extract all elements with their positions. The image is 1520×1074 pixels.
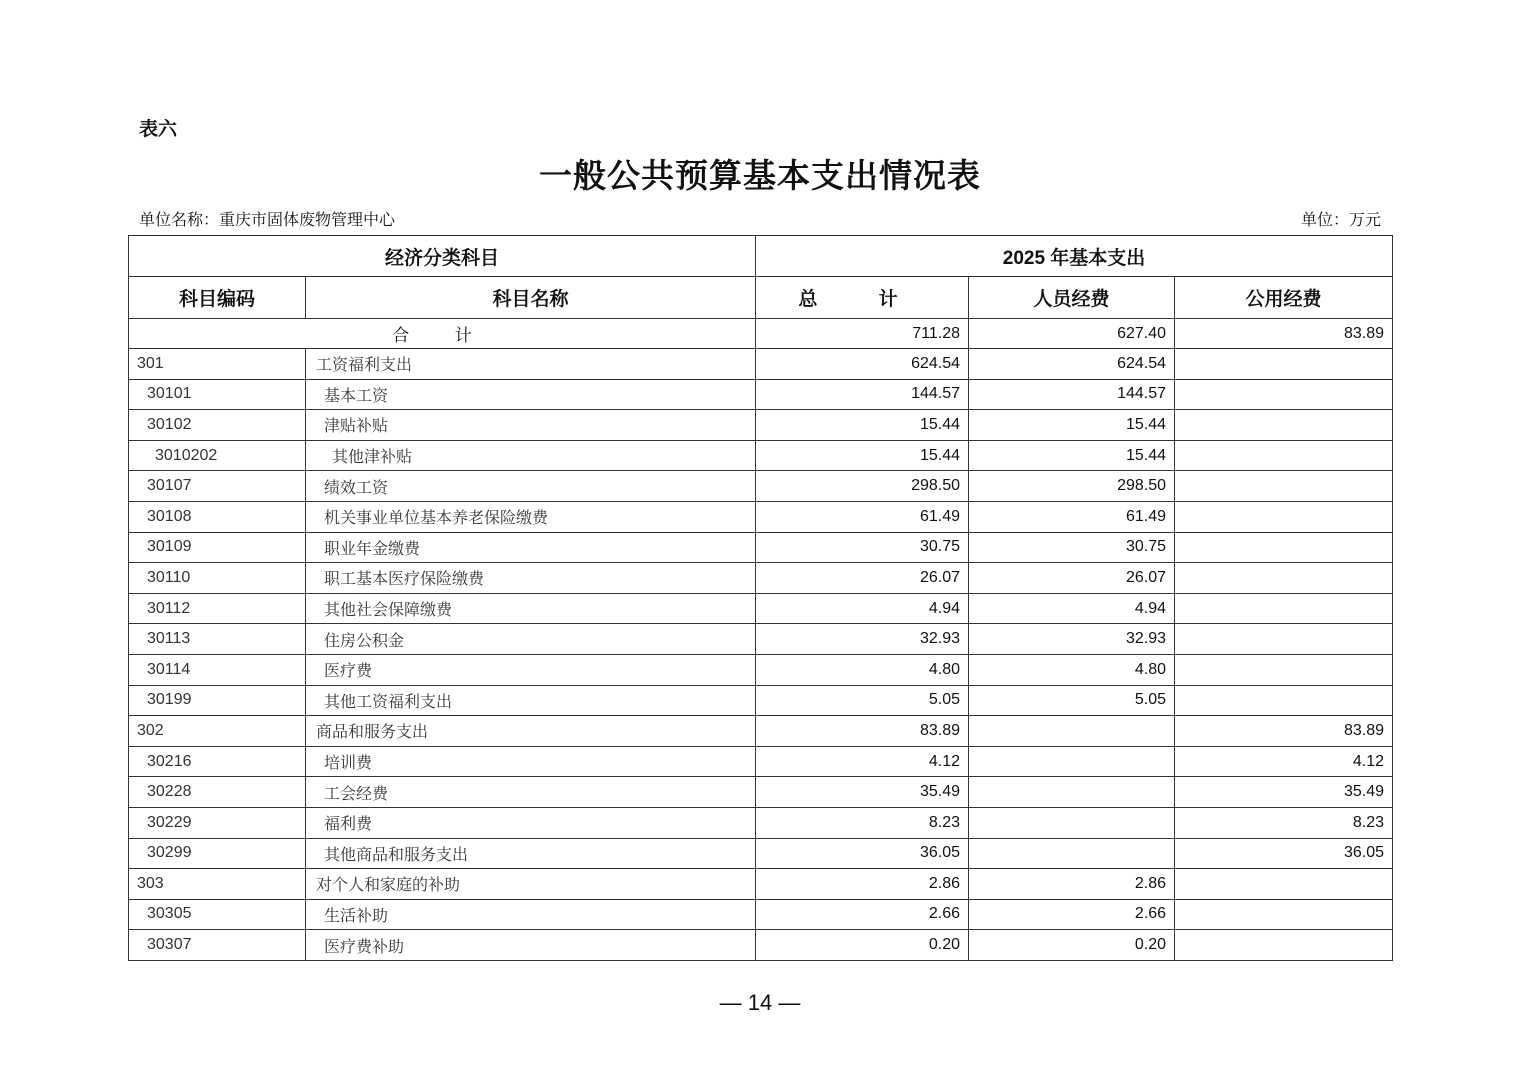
total-row [129, 319, 1393, 349]
amount-personnel: 4.94 [969, 593, 1175, 624]
amount-public: 36.05 [1175, 838, 1393, 869]
subject-name: 生活补助 [306, 899, 756, 930]
subject-name: 基本工资 [306, 379, 756, 410]
table-row [129, 807, 1393, 838]
amount-personnel [969, 807, 1175, 838]
subject-code: 30299 [129, 838, 306, 869]
subject-code: 303 [129, 869, 306, 900]
table-row [129, 777, 1393, 808]
subject-code: 30216 [129, 746, 306, 777]
subject-name: 绩效工资 [306, 471, 756, 502]
subject-name: 工会经费 [306, 777, 756, 808]
table-row [129, 716, 1393, 747]
table-row [129, 685, 1393, 716]
amount-public [1175, 899, 1393, 930]
amount-personnel: 32.93 [969, 624, 1175, 655]
subject-name: 职业年金缴费 [306, 532, 756, 563]
subject-code: 30228 [129, 777, 306, 808]
subject-code: 302 [129, 716, 306, 747]
total-label: 合 计 [129, 319, 756, 349]
subject-code: 30199 [129, 685, 306, 716]
amount-total: 83.89 [756, 716, 969, 747]
subject-name: 福利费 [306, 807, 756, 838]
header-economic-category: 经济分类科目 [129, 236, 756, 277]
amount-personnel: 15.44 [969, 440, 1175, 471]
amount-public [1175, 563, 1393, 594]
amount-public [1175, 930, 1393, 961]
table-row [129, 593, 1393, 624]
amount-total: 0.20 [756, 930, 969, 961]
amount-public [1175, 410, 1393, 441]
amount-personnel: 26.07 [969, 563, 1175, 594]
subject-code: 30114 [129, 654, 306, 685]
unit-name: 单位名称：重庆市固体废物管理中心 [139, 210, 396, 229]
amount-personnel [969, 716, 1175, 747]
table-row [129, 654, 1393, 685]
subject-name: 其他工资福利支出 [306, 685, 756, 716]
amount-total: 26.07 [756, 563, 969, 594]
amount-total: 298.50 [756, 471, 969, 502]
amount-total: 624.54 [756, 349, 969, 380]
subject-name: 其他社会保障缴费 [306, 593, 756, 624]
subject-code: 301 [129, 349, 306, 380]
subject-name: 培训费 [306, 746, 756, 777]
subject-name: 其他商品和服务支出 [306, 838, 756, 869]
amount-total: 15.44 [756, 410, 969, 441]
header-public-expense: 公用经费 [1175, 277, 1393, 319]
amount-personnel: 4.80 [969, 654, 1175, 685]
amount-personnel: 30.75 [969, 532, 1175, 563]
amount-total: 5.05 [756, 685, 969, 716]
subject-name: 机关事业单位基本养老保险缴费 [306, 501, 756, 532]
amount-public: 8.23 [1175, 807, 1393, 838]
table-row [129, 563, 1393, 594]
amount-public [1175, 624, 1393, 655]
amount-personnel: 61.49 [969, 501, 1175, 532]
table-row [129, 440, 1393, 471]
header-basic-expenditure: 2025 年基本支出 [756, 236, 1393, 277]
subject-code: 30305 [129, 899, 306, 930]
header-subject-name: 科目名称 [306, 277, 756, 319]
amount-public [1175, 685, 1393, 716]
amount-total: 2.86 [756, 869, 969, 900]
subject-name: 医疗费 [306, 654, 756, 685]
subject-code: 30108 [129, 501, 306, 532]
subject-name: 其他津补贴 [306, 440, 756, 471]
subject-code: 30113 [129, 624, 306, 655]
amount-total: 35.49 [756, 777, 969, 808]
table-row [129, 869, 1393, 900]
subject-code: 30107 [129, 471, 306, 502]
amount-public [1175, 471, 1393, 502]
table-row [129, 838, 1393, 869]
subject-name: 工资福利支出 [306, 349, 756, 380]
amount-personnel: 5.05 [969, 685, 1175, 716]
subject-code: 30307 [129, 930, 306, 961]
amount-public: 35.49 [1175, 777, 1393, 808]
header-total: 总 计 [756, 277, 969, 319]
amount-public [1175, 869, 1393, 900]
subject-code: 30112 [129, 593, 306, 624]
amount-personnel [969, 777, 1175, 808]
amount-total: 4.12 [756, 746, 969, 777]
table-row [129, 746, 1393, 777]
amount-personnel: 624.54 [969, 349, 1175, 380]
amount-total: 61.49 [756, 501, 969, 532]
amount-public: 83.89 [1175, 716, 1393, 747]
table-row [129, 930, 1393, 961]
total-personnel: 627.40 [969, 319, 1175, 349]
header-personnel-expense: 人员经费 [969, 277, 1175, 319]
subject-name: 医疗费补助 [306, 930, 756, 961]
subject-code: 30101 [129, 379, 306, 410]
amount-personnel: 2.66 [969, 899, 1175, 930]
amount-public: 4.12 [1175, 746, 1393, 777]
table-row [129, 501, 1393, 532]
table-column-header-row [129, 277, 1393, 319]
table-row [129, 471, 1393, 502]
table-row [129, 349, 1393, 380]
amount-total: 2.66 [756, 899, 969, 930]
subject-code: 30229 [129, 807, 306, 838]
table-row [129, 410, 1393, 441]
amount-total: 32.93 [756, 624, 969, 655]
table-group-header-row [129, 236, 1393, 277]
subject-code: 30102 [129, 410, 306, 441]
amount-total: 8.23 [756, 807, 969, 838]
subject-name: 对个人和家庭的补助 [306, 869, 756, 900]
amount-total: 30.75 [756, 532, 969, 563]
unit-of-measure: 单位：万元 [1300, 210, 1381, 229]
document-title: 一般公共预算基本支出情况表 [539, 156, 981, 195]
amount-personnel: 15.44 [969, 410, 1175, 441]
amount-public [1175, 501, 1393, 532]
budget-table [128, 235, 1393, 961]
amount-personnel: 144.57 [969, 379, 1175, 410]
subject-code: 3010202 [129, 440, 306, 471]
table-row [129, 899, 1393, 930]
amount-total: 4.94 [756, 593, 969, 624]
amount-total: 4.80 [756, 654, 969, 685]
total-public: 83.89 [1175, 319, 1393, 349]
subject-name: 津贴补贴 [306, 410, 756, 441]
amount-total: 36.05 [756, 838, 969, 869]
subject-name: 职工基本医疗保险缴费 [306, 563, 756, 594]
table-row [129, 379, 1393, 410]
amount-personnel: 298.50 [969, 471, 1175, 502]
amount-public [1175, 532, 1393, 563]
amount-personnel: 2.86 [969, 869, 1175, 900]
amount-public [1175, 654, 1393, 685]
page-number: — 14 — [719, 990, 801, 1015]
subject-name: 住房公积金 [306, 624, 756, 655]
amount-public [1175, 593, 1393, 624]
amount-total: 15.44 [756, 440, 969, 471]
table-number-label: 表六 [139, 118, 178, 140]
amount-public [1175, 349, 1393, 380]
amount-public [1175, 379, 1393, 410]
subject-name: 商品和服务支出 [306, 716, 756, 747]
amount-public [1175, 440, 1393, 471]
subject-code: 30109 [129, 532, 306, 563]
amount-personnel: 0.20 [969, 930, 1175, 961]
amount-total: 144.57 [756, 379, 969, 410]
amount-personnel [969, 746, 1175, 777]
table-row [129, 624, 1393, 655]
table-row [129, 532, 1393, 563]
total-amount: 711.28 [756, 319, 969, 349]
amount-personnel [969, 838, 1175, 869]
header-subject-code: 科目编码 [129, 277, 306, 319]
subject-code: 30110 [129, 563, 306, 594]
